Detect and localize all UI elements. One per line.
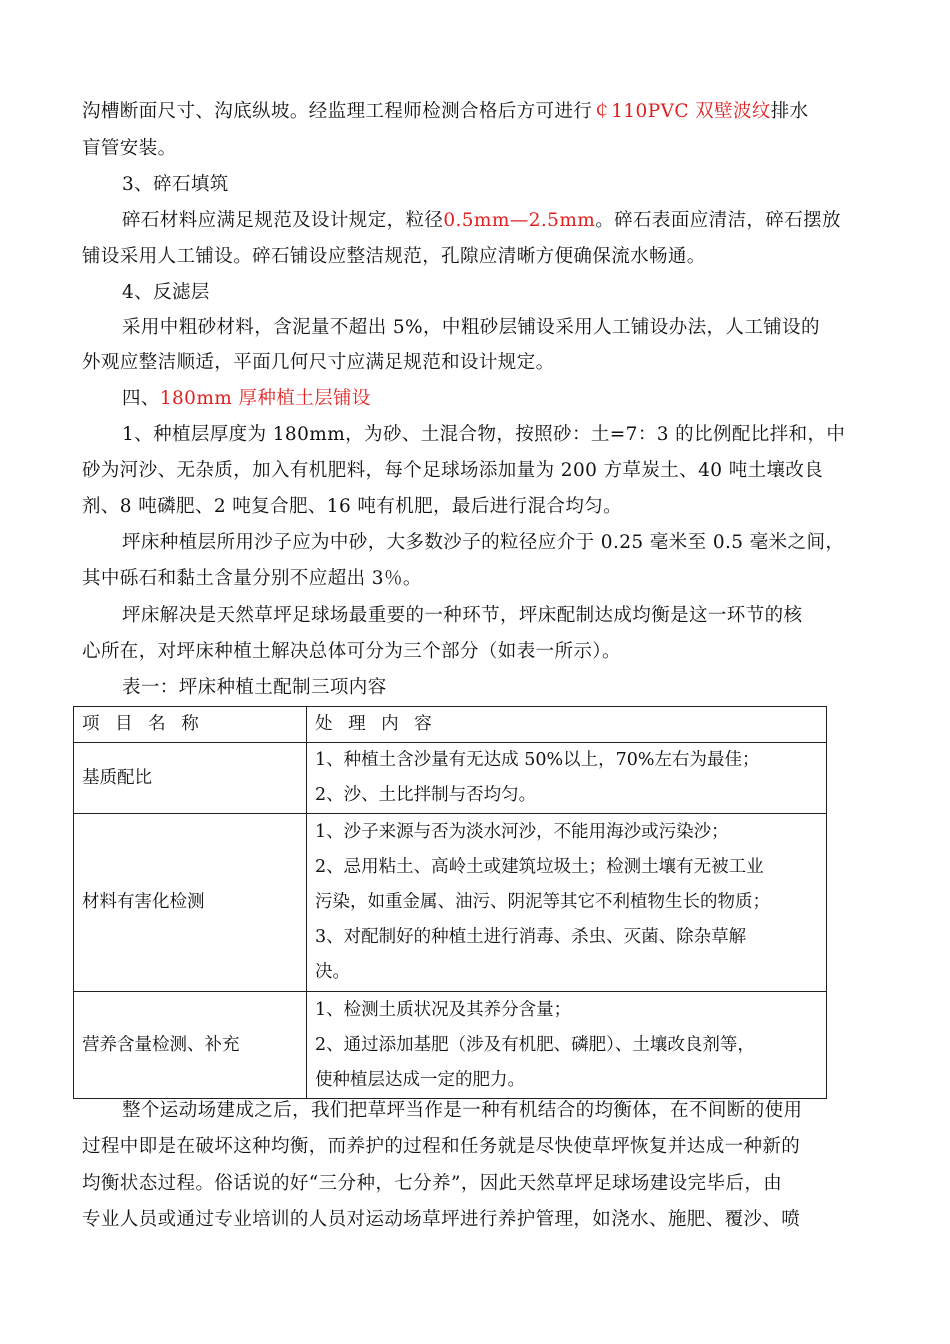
text-run: 沟槽断面尺寸、沟底纵坡。经监理工程师检测合格后方可进行 xyxy=(82,101,593,122)
highlight-text: 0.5mm—2.5mm xyxy=(443,210,596,231)
cell-line: 1、沙子来源与否为淡水河沙，不能用海沙或污染沙； xyxy=(315,822,729,842)
content-table xyxy=(73,706,827,1099)
text-run: 。碎石表面应清洁，碎石摆放 xyxy=(595,210,841,231)
text-line: 整个运动场建成之后，我们把草坪当作是一种有机结合的均衡体，在不间断的使用 xyxy=(122,1100,803,1121)
cell-line: 3、对配制好的种植土进行消毒、杀虫、灭菌、除杂草解 xyxy=(315,927,747,947)
text-line: 均衡状态过程。俗话说的好“三分种，七分养”，因此天然草坪足球场建设完毕后，由 xyxy=(82,1173,783,1194)
row-name-cell: 营养含量检测、补充 xyxy=(74,992,307,1099)
text-line xyxy=(82,99,809,125)
text-line: 采用中粗砂材料，含泥量不超出 5%，中粗砂层铺设采用人工铺设办法，人工铺设的 xyxy=(122,317,820,338)
cell-line: 决。 xyxy=(315,962,350,982)
row-content-cell xyxy=(307,992,827,1099)
section-heading: 3、碎石填筑 xyxy=(122,174,229,195)
text-line xyxy=(122,208,841,234)
text-line: 铺设采用人工铺设。碎石铺设应整洁规范，孔隙应清晰方便确保流水畅通。 xyxy=(82,246,706,267)
text-line: 坪床种植层所用沙子应为中砂，大多数沙子的粒径应介于 0.25 毫米至 0.5 毫米之间， xyxy=(122,532,845,553)
text-line: 1、种植层厚度为 180mm，为砂、土混合物，按照砂：土=7：3 的比例配比拌和，中 xyxy=(122,424,846,445)
header-cell: 处 理 内 容 xyxy=(307,707,827,743)
text-line: 专业人员或通过专业培训的人员对运动场草坪进行养护管理，如浇水、施肥、覆沙、喷 xyxy=(82,1209,801,1230)
table-header-row xyxy=(74,707,827,743)
text-run: 四、 xyxy=(122,388,160,409)
highlight-text: 180mm 厚种植土层铺设 xyxy=(159,388,371,409)
text-run: 碎石材料应满足规范及设计规定，粒径 xyxy=(122,210,444,231)
cell-line: 2、通过添加基肥（涉及有机肥、磷肥）、土壤改良剂等， xyxy=(315,1034,755,1055)
cell-line: 2、沙、土比拌制与否均匀。 xyxy=(315,785,537,805)
text-line: 剂、8 吨磷肥、2 吨复合肥、16 吨有机肥，最后进行混合均匀。 xyxy=(82,496,623,517)
cell-line: 1、检测土质状况及其养分含量； xyxy=(315,999,572,1020)
text-line: 坪床解决是天然草坪足球场最重要的一种环节，坪床配制达成均衡是这一环节的核 xyxy=(122,605,803,626)
header-cell: 项 目 名 称 xyxy=(74,707,307,743)
table-row xyxy=(74,814,827,992)
text-run: 排水 xyxy=(770,101,809,122)
table-row xyxy=(74,992,827,1099)
text-line: 其中砾石和黏土含量分别不应超出 3％。 xyxy=(82,568,422,589)
text-line: 心所在，对坪床种植土解决总体可分为三个部分（如表一所示）。 xyxy=(82,641,621,662)
cell-line: 2、忌用粘土、高岭土或建筑垃圾土；检测土壤有无被工业 xyxy=(315,857,764,877)
row-name-cell: 材料有害化检测 xyxy=(74,814,307,992)
text-line: 盲管安装。 xyxy=(82,138,177,159)
text-line: 过程中即是在破坏这种均衡，而养护的过程和任务就是尽快使草坪恢复并达成一种新的 xyxy=(82,1136,801,1157)
table-caption: 表一：坪床种植土配制三项内容 xyxy=(122,677,387,698)
cell-line: 1、种植土含沙量有无达成 50%以上，70%左右为最佳； xyxy=(315,750,760,770)
table-row xyxy=(74,743,827,814)
cell-line: 污染，如重金属、油污、阴泥等其它不利植物生长的物质； xyxy=(315,892,770,912)
highlight-text: ￠110PVC 双壁波纹 xyxy=(592,101,771,122)
text-line: 外观应整洁顺适，平面几何尺寸应满足规范和设计规定。 xyxy=(82,352,555,373)
row-content-cell xyxy=(307,743,827,814)
row-content-cell xyxy=(307,814,827,992)
text-line: 砂为河沙、无杂质，加入有机肥料，每个足球场添加量为 200 方草炭土、40 吨土壤改良 xyxy=(82,460,824,481)
row-name-cell: 基质配比 xyxy=(74,743,307,814)
section-heading: 4、反滤层 xyxy=(122,282,210,303)
cell-line: 使种植层达成一定的肥力。 xyxy=(315,1069,525,1090)
section-heading xyxy=(122,386,371,412)
